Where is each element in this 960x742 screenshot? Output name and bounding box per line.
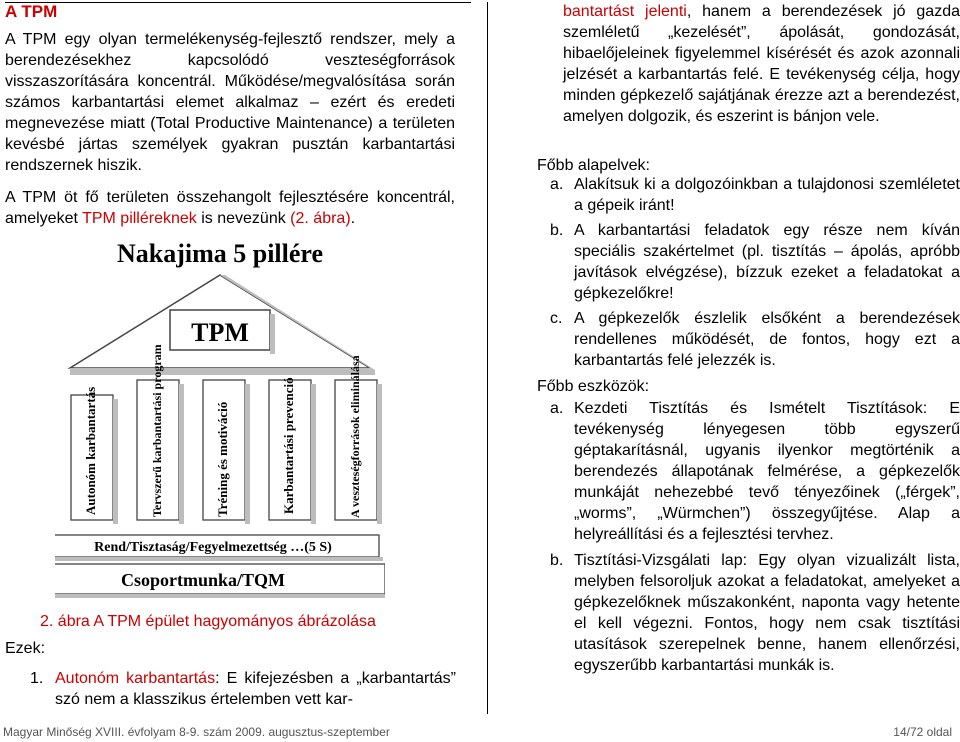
pillar-label: Karbantartási prevenció — [280, 377, 296, 514]
roof-label: TPM — [191, 318, 249, 347]
pillar — [203, 380, 250, 524]
footer-page-number: 14/72 oldal — [893, 725, 952, 739]
item1-title: Autonóm karbantartás — [55, 670, 216, 687]
pillar-label: Autonóm karbantartás — [82, 386, 98, 515]
figure-ref: (2. ábra) — [290, 210, 351, 227]
tools-list — [541, 398, 960, 680]
footer-publication: Magyar Minőség XVIII. évfolyam 8-9. szám 2009. augusztus-szeptember — [3, 725, 390, 739]
list-item: a. Kezdeti Tisztítás és Ismételt Tisztítások: E tevékenység lényegesen több egyszerű géptakarításnál, ugyanis ilyenkor megtörténik a berendezés állapotának felmérése, a gépkezelők munkáját nehezebbé tevő tényezőinek („férgek”, „worms”, „Würmchen”) összegyűjtése. Alap a helyreállítási és a fejlesztési tervhez. — [550, 400, 960, 543]
section-heading: A TPM — [5, 2, 58, 21]
list-item-1: 1. Autonóm karbantartás: E kifejezésben a „karbantartás” szó nem a klasszikus értelemben vett kar- — [30, 670, 457, 708]
figure-title: Nakajima 5 pillére — [116, 239, 324, 268]
figure-caption: 2. ábra A TPM épület hagyományos ábrázolása — [40, 613, 376, 630]
right-column — [563, 1, 960, 127]
pillars-term: TPM pilléreknek — [82, 210, 197, 227]
list-item: b. Tisztítási-Vizsgálati lap: Egy olyan vizualizált lista, melyben felsoroljuk azokat a feladatokat, amelyeket a gépkezelőknek műszakonként, naponta vagy hetente el kell végezni. Fontos, hogy nem csak tisztítási utasítások szerepelnek benne, hanem ellenőrzési, egyszerűbb karbantartási munkák is. — [550, 552, 960, 674]
pillar-label: A veszteségforrások eliminálása — [347, 355, 362, 518]
base-5s-shadow — [55, 557, 383, 561]
base-5s-label: Rend/Tisztaság/Fegyelmezettség …(5 S) — [94, 540, 332, 555]
base-tqm-shadow — [55, 594, 385, 598]
list-item: b. A karbantartási feladatok egy része nem kíván speciális szakértelmet (pl. tisztítás – ápolás, apróbb javítások elvégzése), bízzuk ezeket a feladatokat a gépkezelőkre! — [550, 222, 960, 302]
tpm-building-figure — [55, 230, 385, 600]
pillar-label: Tréning és motiváció — [214, 401, 230, 517]
column-divider — [487, 2, 488, 714]
pillar — [71, 387, 118, 524]
tools-label: Főbb eszközök: — [537, 378, 650, 395]
ezek-label: Ezek: — [5, 640, 46, 657]
intro-paragraph: A TPM egy olyan termelékenység-fejlesztő rendszer, mely a berendezésekhez kapcsolódó veszteségforrások visszaszorítására koncentrál. Működése/megvalósítása során számos karbantartási elemet alkalmaz – ezért és eredeti megnevezése miatt (Total Productive Maintenance) a területen kevésbé jártas személyek gyakran pusztán karbantartási rendszernek hiszik. — [5, 31, 455, 174]
base-tqm-label: Csoportmunka/TQM — [120, 570, 286, 590]
principles-list — [541, 174, 960, 375]
pillars-paragraph: A TPM öt fő területen összehangolt fejlesztésére koncentrál, amelyeket TPM pilléreknek is nevezünk (2. ábra). — [5, 189, 455, 227]
pillar — [269, 377, 316, 524]
pillar — [335, 355, 382, 524]
principles-label: Főbb alapelvek: — [537, 157, 650, 174]
list-item: a. Alakítsuk ki a dolgozóinkban a tulajdonosi szemléletet a gépeik iránt! — [550, 176, 960, 214]
autonomous-maintenance-text: bantartást jelenti, hanem a berendezések jó gazda szemléletű „kezelését”, ápolását, gondozását, hibaelőjeleinek figyelemmel kísérését és azok azonnali jelzését a karbantartás felé. E tevékenység célja, hogy minden gépkezelő sajátjának érezze azt a berendezést, amelyen dolgozik, és eszerint is bánjon vele. — [563, 3, 960, 125]
left-column — [5, 0, 455, 229]
list-item: c. A gépkezelők észlelik elsőként a berendezések rendellenes működését, de fontos, hogy ezt a karbantartás felé jelezzék is. — [550, 310, 960, 369]
tpm-label-shadow — [270, 314, 275, 354]
pillar-label: Tervszerű karbantartási program — [149, 344, 164, 517]
